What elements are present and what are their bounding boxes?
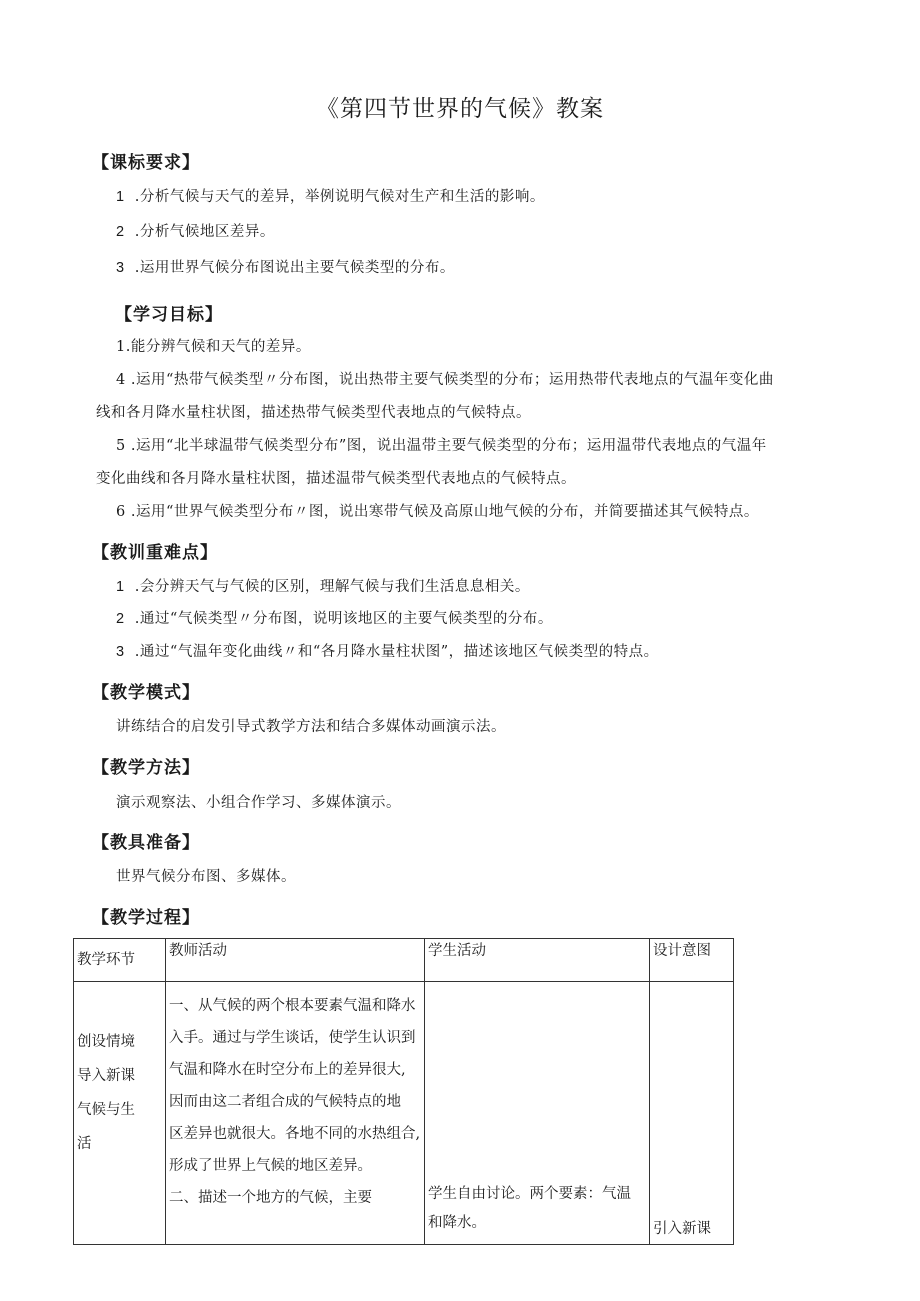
- objectives-heading: 【学习目标】: [115, 305, 223, 325]
- mode-text: 讲练结合的启发引导式教学方法和结合多媒体动画演示法。: [116, 719, 506, 735]
- teacher-line: 二、描述一个地方的气候，主要: [169, 1190, 372, 1206]
- teacher-line: 一、从气候的两个根本要素气温和降水: [169, 998, 416, 1014]
- curriculum-item: [116, 256, 455, 277]
- teacher-line: 区差异也就很大。各地不同的水热组合,: [169, 1126, 421, 1142]
- table-header-row: [74, 939, 734, 982]
- objective-item-line: 线和各月降水量柱状图，描述热带气候类型代表地点的气候特点。: [96, 405, 531, 421]
- stage-line: 导入新课: [77, 1068, 135, 1084]
- teacher-line: 形成了世界上气候的地区差异。: [169, 1158, 372, 1174]
- method-text: 演示观察法、小组合作学习、多媒体演示。: [116, 795, 401, 811]
- item-text: .分析气候与天气的差异，举例说明气候对生产和生活的影响。: [134, 189, 545, 205]
- item-text: .运用世界气候分布图说出主要气候类型的分布。: [134, 260, 455, 276]
- intent-text: 引入新课: [653, 1221, 711, 1237]
- key-points-heading: 【教训重难点】: [92, 543, 218, 563]
- mode-heading: 【教学模式】: [92, 683, 200, 703]
- header-stage: 教学环节: [74, 939, 166, 982]
- teacher-line: 因而由这二者组合成的气候特点的地: [169, 1094, 401, 1110]
- item-number: 1: [116, 579, 125, 595]
- item-number: 3: [116, 260, 125, 276]
- student-cell-content: [428, 982, 646, 1238]
- item-text: .分析气候地区差异。: [134, 224, 275, 240]
- method-heading: 【教学方法】: [92, 758, 200, 778]
- teacher-cell: [166, 982, 425, 1245]
- stage-line: 活: [77, 1136, 92, 1152]
- item-number: 2: [116, 224, 125, 240]
- student-line: 和降水。: [428, 1215, 486, 1231]
- header-student: 学生活动: [425, 939, 650, 982]
- objective-item-line: 4 .运用“热带气候类型〃分布图，说出热带主要气候类型的分布；运用热带代表地点的气温年变化曲: [116, 372, 774, 388]
- objective-item: 1.能分辨气候和天气的差异。: [116, 339, 311, 355]
- objective-item-line: 变化曲线和各月降水量柱状图，描述温带气候类型代表地点的气候特点。: [96, 471, 576, 487]
- stage-cell: [74, 982, 166, 1245]
- item-text: .通过“气温年变化曲线〃和“各月降水量柱状图”，描述该地区气候类型的特点。: [134, 644, 659, 660]
- item-number: 3: [116, 644, 125, 660]
- process-table: [73, 938, 734, 1245]
- objective-item-line: 5 .运用“北半球温带气候类型分布”图，说出温带主要气候类型的分布；运用温带代表地点的气温年: [116, 438, 767, 454]
- intent-cell-content: [653, 982, 730, 1244]
- process-heading: 【教学过程】: [92, 908, 200, 928]
- item-text: .通过“气候类型〃分布图，说明该地区的主要气候类型的分布。: [134, 611, 553, 627]
- header-teacher: 教师活动: [166, 939, 425, 982]
- header-intent: 设计意图: [650, 939, 734, 982]
- teacher-line: 入手。通过与学生谈话，使学生认识到: [169, 1030, 416, 1046]
- stage-line: 创设情境: [77, 1034, 135, 1050]
- student-cell: [425, 982, 650, 1245]
- student-line: 学生自由讨论。两个要素：气温: [428, 1186, 631, 1202]
- intent-cell: [650, 982, 734, 1245]
- item-text: .会分辨天气与气候的区别，理解气候与我们生活息息相关。: [134, 579, 530, 595]
- document-title: 《第四节世界的气候》教案: [316, 96, 604, 122]
- key-point-item: [116, 575, 530, 596]
- teacher-line: 气温和降水在时空分布上的差异很大,: [169, 1062, 406, 1078]
- key-point-item: [116, 607, 553, 628]
- tools-heading: 【教具准备】: [92, 833, 200, 853]
- curriculum-item: [116, 220, 275, 241]
- stage-line: 气候与生: [77, 1102, 135, 1118]
- table-row: [74, 982, 734, 1245]
- item-number: 2: [116, 611, 125, 627]
- objective-item: 6 .运用“世界气候类型分布〃图，说出寒带气候及高原山地气候的分布，并简要描述其气候特点。: [116, 504, 759, 520]
- item-number: 1: [116, 189, 125, 205]
- curriculum-heading: 【课标要求】: [92, 153, 200, 173]
- tools-text: 世界气候分布图、多媒体。: [116, 869, 296, 885]
- curriculum-item: [116, 185, 545, 206]
- key-point-item: [116, 640, 659, 661]
